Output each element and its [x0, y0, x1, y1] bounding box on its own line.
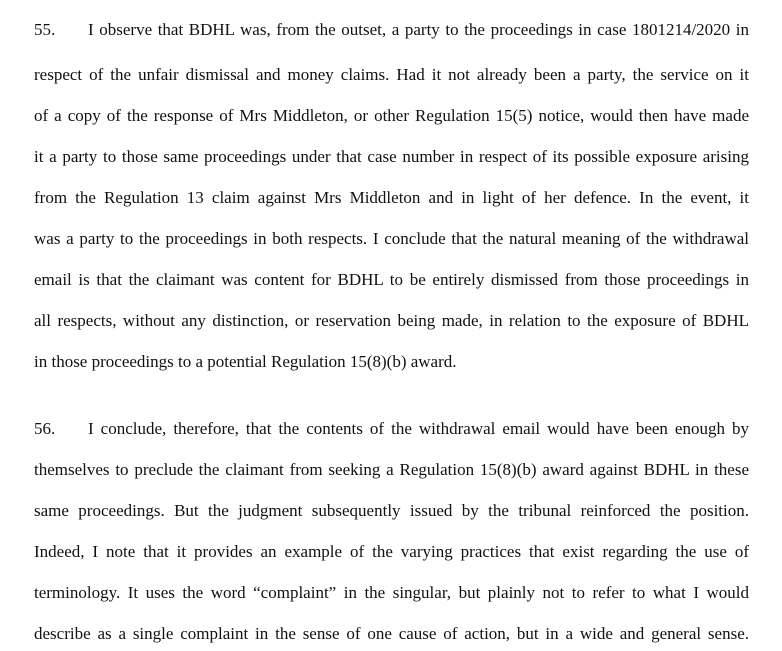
paragraph-56-line-2: themselves to preclude the claimant from seeking a Regulation 15(8)(b) award against BDHL in these: [34, 460, 749, 479]
paragraph-55-line-4: it a party to those same proceedings under that case number in respect of its possible exposure arising: [34, 147, 749, 166]
paragraph-56-line-6: describe as a single complaint in the sense of one cause of action, but in a wide and general sense.: [34, 624, 749, 643]
paragraph-55-line-3: of a copy of the response of Mrs Middleton, or other Regulation 15(5) notice, would then have made: [34, 106, 749, 125]
paragraph-55-line-6: was a party to the proceedings in both respects. I conclude that the natural meaning of the withdrawal: [34, 229, 749, 248]
paragraph-55-line-8: all respects, without any distinction, or reservation being made, in relation to the exposure of BDHL: [34, 311, 749, 330]
paragraph-55-line-1: [34, 18, 749, 42]
paragraph-56-line-3: same proceedings. But the judgment subsequently issued by the tribunal reinforced the position.: [34, 501, 749, 520]
paragraph-56-line-5: terminology. It uses the word “complaint” in the singular, but plainly not to refer to what I would: [34, 583, 749, 602]
paragraph-55-line-7: email is that the claimant was content for BDHL to be entirely dismissed from those proceedings in: [34, 270, 749, 289]
paragraph-text: I observe that BDHL was, from the outset, a party to the proceedings in case 1801214/2020 in: [88, 20, 749, 39]
paragraph-56-line-1: [34, 417, 749, 441]
paragraph-55-line-9: in those proceedings to a potential Regulation 15(8)(b) award.: [34, 352, 457, 371]
paragraph-text: I conclude, therefore, that the contents of the withdrawal email would have been enough by: [88, 419, 749, 438]
paragraph-55-line-2: respect of the unfair dismissal and money claims. Had it not already been a party, the service on it: [34, 65, 749, 84]
paragraph-number: 55.: [34, 20, 56, 39]
paragraph-number: 56.: [34, 419, 56, 438]
paragraph-56-line-4: Indeed, I note that it provides an example of the varying practices that exist regarding the use of: [34, 542, 749, 561]
paragraph-55-line-5: from the Regulation 13 claim against Mrs Middleton and in light of her defence. In the event, it: [34, 188, 749, 207]
